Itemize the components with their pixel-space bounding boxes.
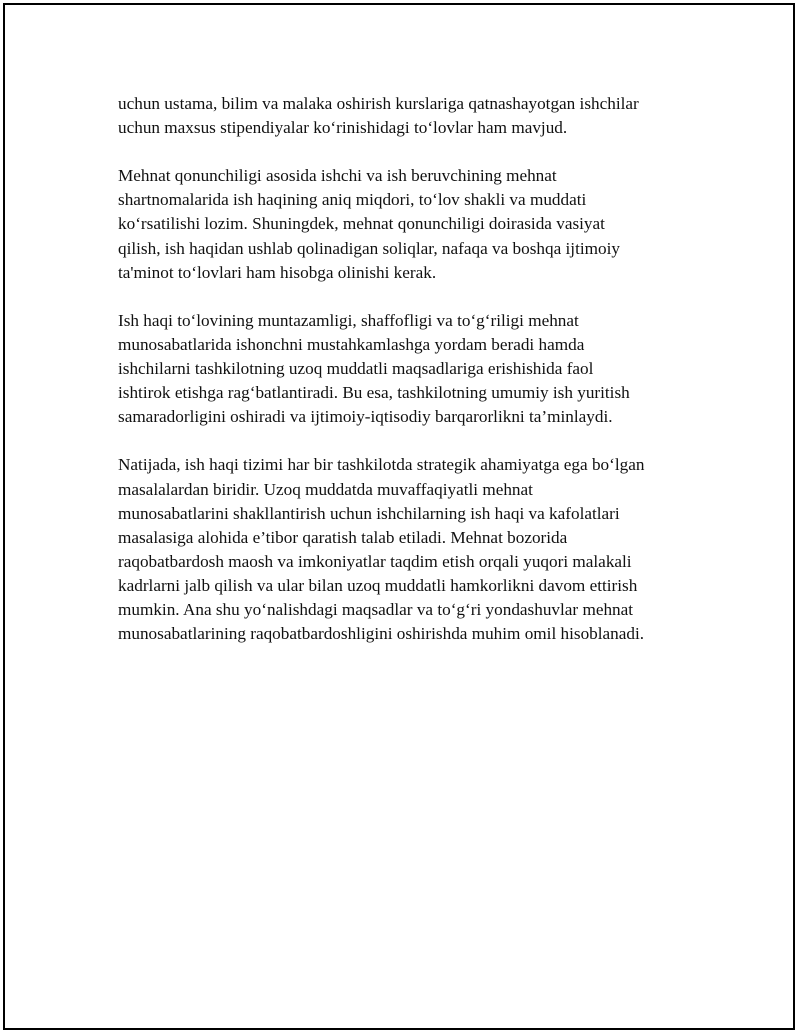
paragraph-2: Mehnat qonunchiligi asosida ishchi va ish beruvchining mehnat shartnomalarida ish haqining aniq miqdori, to‘lov shakli va muddati ko‘rsatilishi lozim. Shuningdek, mehnat qonunchiligi doirasida vasiyat qilish, ish haqidan ushlab qolinadigan soliqlar, nafaqa va boshqa ijtimoiy ta'minot to‘lovlari ham hisobga olinishi kerak. xyxy=(118,166,620,282)
document-body xyxy=(118,92,718,670)
paragraph-4: Natijada, ish haqi tizimi har bir tashkilotda strategik ahamiyatga ega bo‘lgan masalalardan biridir. Uzoq muddatda muvaffaqiyatli mehnat munosabatlarini shakllantirish uchun ishchilarning ish haqi va kafolatlari masalasiga alohida e’tibor qaratish talab etiladi. Mehnat bozorida raqobatbardosh maosh va imkoniyatlar taqdim etish orqali yuqori malakali kadrlarni jalb qilish va ular bilan uzoq muddatli hamkorlikni davom ettirish mumkin. Ana shu yo‘nalishdagi maqsadlar va to‘g‘ri yondashuvlar mehnat munosabatlarining raqobatbardoshligini oshirishda muhim omil hisoblanadi. xyxy=(118,455,645,644)
paragraph-3: Ish haqi to‘lovining muntazamligi, shaffofligi va to‘g‘riligi mehnat munosabatlarida ishonchni mustahkamlashga yordam beradi hamda ishchilarni tashkilotning uzoq muddatli maqsadlariga erishishida faol ishtirok etishga rag‘batlantiradi. Bu esa, tashkilotning umumiy ish yuritish samaradorligini oshiradi va ijtimoiy-iqtisodiy barqarorlikni ta’minlaydi. xyxy=(118,310,630,427)
paragraph-1: uchun ustama, bilim va malaka oshirish kurslariga qatnashayotgan ishchilar uchun maxsus stipendiyalar ko‘rinishidagi to‘lovlar ham mavjud. xyxy=(118,94,639,138)
